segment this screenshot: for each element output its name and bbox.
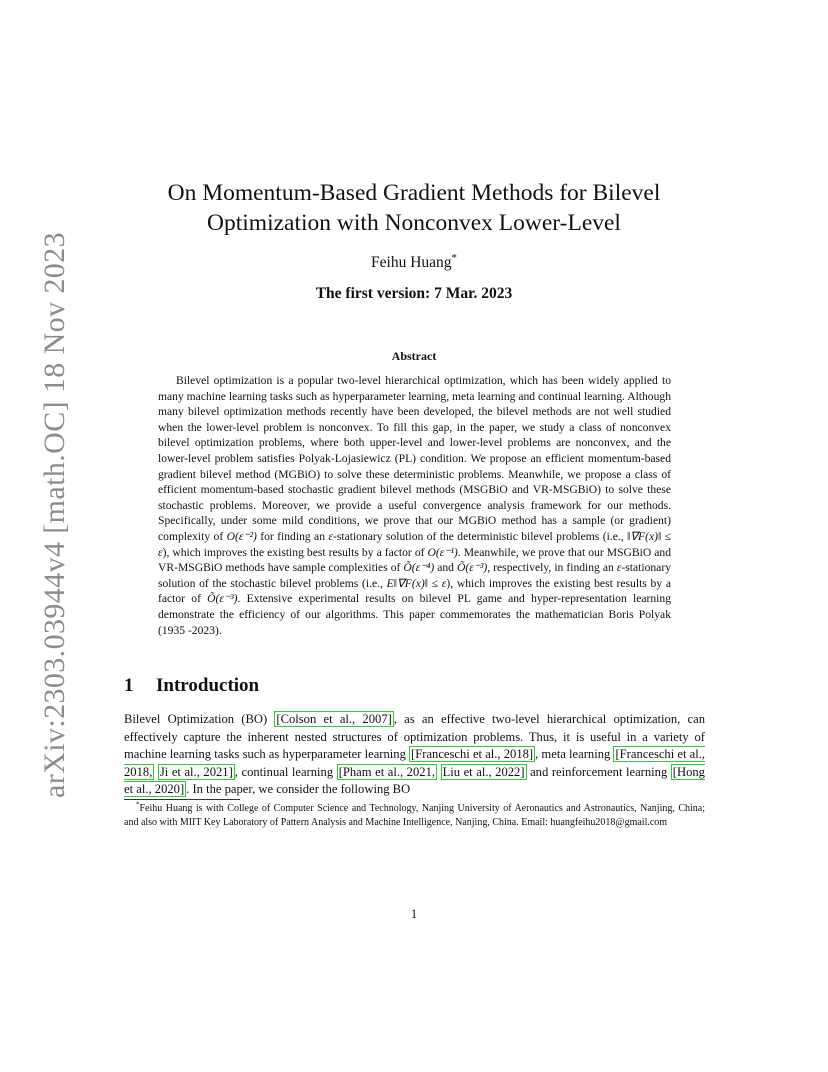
abstract-text: . Meanwhile, we prove that our MSGBiO and VR-MSGBiO methods have sample complexities of bbox=[158, 545, 671, 575]
citation-link[interactable]: [Franceschi et al., 2018, bbox=[124, 747, 706, 779]
author-footnote-mark[interactable]: * bbox=[451, 251, 457, 264]
citation-link[interactable]: Ji et al., 2021] bbox=[159, 764, 233, 779]
intro-text: , meta learning bbox=[535, 747, 614, 761]
footnote-mark: * bbox=[136, 800, 140, 809]
abstract-text: . Extensive experimental results on bilevel PL game and hyper-representation learning demonstrate the efficiency of our algorithms. This paper commemorates the mathematician Boris Polyak (1935 -2023). bbox=[158, 592, 671, 637]
intro-text: and reinforcement learning bbox=[526, 764, 671, 779]
intro-text: . In the paper, we consider the following BO bbox=[186, 782, 411, 796]
citation-link[interactable]: [Colson et al., 2007] bbox=[276, 712, 392, 726]
abstract-text: ), which improves the existing best results by a factor of bbox=[162, 545, 428, 559]
math-inline: ε bbox=[328, 529, 333, 543]
footnote-divider bbox=[124, 799, 240, 800]
math-inline: Õ(ε⁻³) bbox=[207, 592, 238, 606]
citation-link[interactable]: [Franceschi et al., 2018] bbox=[411, 747, 534, 761]
intro-text: , as an effective two-level hierarchical optimization, can effectively capture the inherent nested structures of optimization problems. Thus, it is useful in a variety of machine learning tasks such as hyperparameter learning bbox=[124, 712, 705, 761]
abstract-text: -stationary solution of the deterministic bilevel problems (i.e., bbox=[332, 529, 628, 543]
abstract-text: -stationary solution of the stochastic bilevel problems (i.e., bbox=[158, 561, 671, 590]
citation-link[interactable]: [Hong et al., 2020] bbox=[124, 764, 705, 796]
section-number: 1 bbox=[124, 675, 134, 696]
title-line-2: Optimization with Nonconvex Lower-Level bbox=[207, 210, 621, 236]
abstract-text: and bbox=[434, 561, 457, 575]
math-inline: O(ε⁻¹) bbox=[427, 545, 458, 559]
section-heading bbox=[124, 675, 259, 697]
arxiv-identifier-stamp: arXiv:2303.03944v4 [math.OC] 18 Nov 2023 bbox=[38, 232, 71, 798]
abstract-text: for finding an bbox=[256, 529, 329, 543]
page-number: 1 bbox=[410, 907, 418, 921]
math-inline: Õ(ε⁻³) bbox=[457, 561, 488, 575]
footnote-text: Feihu Huang is with College of Computer Science and Technology, Nanjing University of Aeronautics and Astronautics, Nanjing, China; and also with MIIT Key Laboratory of Pattern Analysis and Machine Intelligence, Nanjing, China. Email: huangfeihu2018@gmail.com bbox=[124, 803, 705, 828]
abstract-heading: Abstract bbox=[391, 349, 437, 363]
citation-link[interactable]: Liu et al., 2022] bbox=[442, 764, 525, 779]
footnote bbox=[124, 802, 705, 830]
introduction-paragraph bbox=[124, 711, 705, 799]
intro-text: Bilevel Optimization (BO) bbox=[124, 712, 275, 726]
paper-title bbox=[124, 178, 704, 238]
abstract-text: ), which improves the existing best results by a factor of bbox=[158, 576, 672, 606]
math-inline: ‖∇F(x)‖ ≤ ε bbox=[158, 529, 672, 559]
author-name-text: Feihu Huang bbox=[371, 254, 452, 271]
section-title: Introduction bbox=[156, 675, 260, 696]
math-inline: E‖∇F(x)‖ ≤ ε bbox=[386, 576, 447, 590]
abstract-text: Bilevel optimization is a popular two-level hierarchical optimization, which has been widely applied to many machine learning tasks such as hyperparameter learning, meta learning and continual learning. Although many bilevel optimization methods recently have been developed, the bilevel methods are not well studied when the lower-level problem is nonconvex. To fill this gap, in the paper, we study a class of nonconvex bilevel optimization problems, where both upper-level and lower-level problems are nonconvex, and the lower-level problem satisfies Polyak-Lojasiewicz (PL) condition. We propose an efficient momentum-based gradient bilevel method (MGBiO) to solve these deterministic problems. Meanwhile, we propose a class of efficient momentum-based stochastic gradient bilevel methods (MSGBiO and VR-MSGBiO) to solve these stochastic problems. Moreover, we provide a useful convergence analysis framework for our methods. Specifically, under some mild conditions, we prove that our MGBiO method has a sample (or gradient) complexity of bbox=[158, 374, 671, 543]
version-date: The first version: 7 Mar. 2023 bbox=[315, 285, 513, 302]
intro-text: , continual learning bbox=[234, 764, 337, 779]
math-inline: ε bbox=[616, 561, 622, 575]
abstract-body bbox=[158, 373, 671, 638]
author-name bbox=[124, 251, 704, 272]
title-line-1: On Momentum-Based Gradient Methods for Bilevel bbox=[167, 180, 661, 206]
math-inline: Õ(ε⁻⁴) bbox=[403, 561, 435, 575]
abstract-text: , respectively, in finding an bbox=[487, 561, 617, 575]
citation-link[interactable]: [Pham et al., 2021, bbox=[338, 764, 436, 779]
math-inline: O(ε⁻²) bbox=[226, 529, 257, 543]
